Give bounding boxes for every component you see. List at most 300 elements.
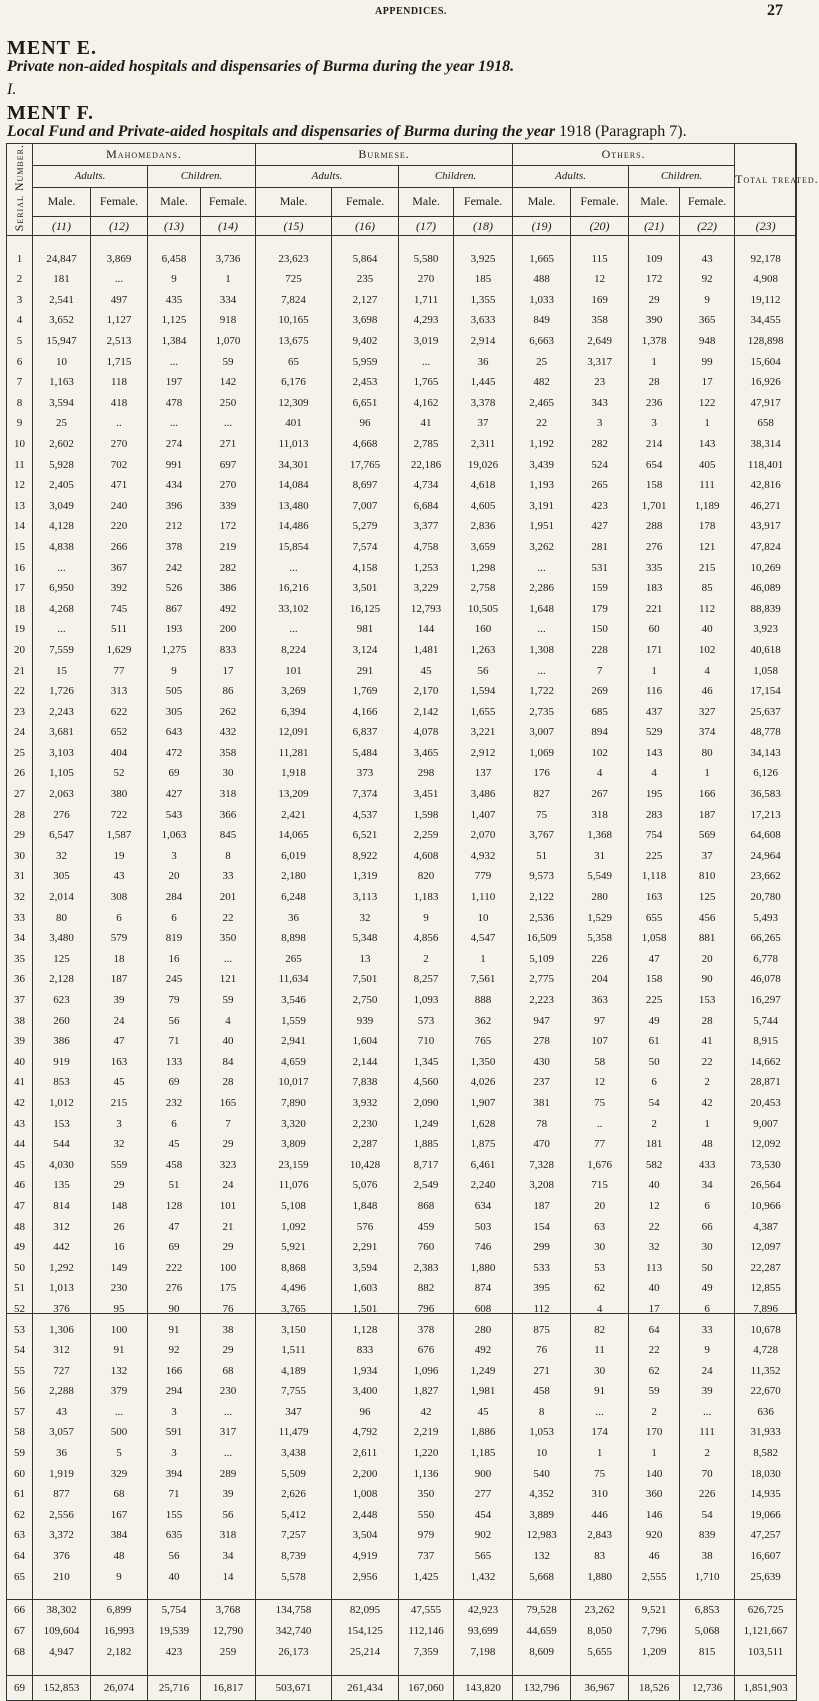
table-cell: 175 bbox=[201, 1278, 256, 1299]
table-cell: 7,198 bbox=[454, 1642, 513, 1663]
table-cell: 1,481 bbox=[399, 640, 454, 661]
table-cell: 64,608 bbox=[735, 825, 797, 846]
table-cell: 16,607 bbox=[735, 1546, 797, 1567]
table-cell: 1 bbox=[680, 413, 735, 434]
table-cell: 42 bbox=[680, 1093, 735, 1114]
column-number: (15) bbox=[256, 216, 332, 236]
table-cell: 148 bbox=[91, 1196, 148, 1217]
table-cell: 2,602 bbox=[33, 434, 91, 455]
table-cell: 193 bbox=[148, 619, 201, 640]
table-cell: 12,309 bbox=[256, 393, 332, 414]
table-cell: 3 bbox=[571, 413, 629, 434]
table-cell: 2,536 bbox=[513, 907, 571, 928]
table-cell: 8,922 bbox=[332, 846, 399, 867]
table-cell: 282 bbox=[571, 434, 629, 455]
serial-number: 5 bbox=[7, 331, 33, 352]
table-cell: 42,923 bbox=[454, 1599, 513, 1621]
table-cell: 2,128 bbox=[33, 969, 91, 990]
table-cell: 14,935 bbox=[735, 1484, 797, 1505]
table-row bbox=[7, 434, 797, 455]
table-cell: 225 bbox=[629, 990, 680, 1011]
table-cell: 278 bbox=[513, 1031, 571, 1052]
table-cell: ... bbox=[256, 619, 332, 640]
table-cell: 5,578 bbox=[256, 1566, 332, 1587]
table-cell: 8,739 bbox=[256, 1546, 332, 1567]
table-cell: 715 bbox=[571, 1175, 629, 1196]
serial-number: 31 bbox=[7, 866, 33, 887]
table-cell: 125 bbox=[680, 887, 735, 908]
table-cell: 3,191 bbox=[513, 495, 571, 516]
table-cell: 7,257 bbox=[256, 1525, 332, 1546]
table-cell: 2,288 bbox=[33, 1381, 91, 1402]
table-cell: 7,824 bbox=[256, 290, 332, 311]
table-cell: 1,189 bbox=[680, 495, 735, 516]
table-cell: 77 bbox=[571, 1134, 629, 1155]
table-cell: 7 bbox=[201, 1113, 256, 1134]
table-cell: 381 bbox=[513, 1093, 571, 1114]
table-cell: 11,352 bbox=[735, 1360, 797, 1381]
table-cell: 339 bbox=[201, 495, 256, 516]
serial-number: 3 bbox=[7, 290, 33, 311]
table-cell: 11,013 bbox=[256, 434, 332, 455]
table-cell: 270 bbox=[201, 475, 256, 496]
table-cell: 47 bbox=[148, 1216, 201, 1237]
table-cell: 1,263 bbox=[454, 640, 513, 661]
table-cell: 143 bbox=[629, 743, 680, 764]
table-cell: 4,158 bbox=[332, 557, 399, 578]
table-cell: 92 bbox=[148, 1340, 201, 1361]
table-cell: ... bbox=[148, 351, 201, 372]
table-cell: 2,785 bbox=[399, 434, 454, 455]
table-cell: 236 bbox=[629, 393, 680, 414]
table-cell: 544 bbox=[33, 1134, 91, 1155]
table-cell: 23,262 bbox=[571, 1599, 629, 1621]
table-cell: 478 bbox=[148, 393, 201, 414]
table-cell: 9,521 bbox=[629, 1599, 680, 1621]
table-row bbox=[7, 1113, 797, 1134]
table-cell: 133 bbox=[148, 1052, 201, 1073]
table-cell: 65 bbox=[256, 351, 332, 372]
table-cell: 3,923 bbox=[735, 619, 797, 640]
serial-number: 34 bbox=[7, 928, 33, 949]
table-cell: 3,659 bbox=[454, 537, 513, 558]
table-cell: 1,701 bbox=[629, 495, 680, 516]
table-cell: 284 bbox=[148, 887, 201, 908]
table-cell: 56 bbox=[201, 1505, 256, 1526]
table-cell: 9 bbox=[680, 290, 735, 311]
table-cell: 1,676 bbox=[571, 1154, 629, 1175]
table-cell: 30 bbox=[680, 1237, 735, 1258]
table-row bbox=[7, 640, 797, 661]
table-cell: 4,030 bbox=[33, 1154, 91, 1175]
serial-number: 9 bbox=[7, 413, 33, 434]
table-cell: 458 bbox=[513, 1381, 571, 1402]
table-cell: 981 bbox=[332, 619, 399, 640]
table-cell: 181 bbox=[629, 1134, 680, 1155]
table-cell: 100 bbox=[91, 1319, 148, 1340]
table-cell: 4,026 bbox=[454, 1072, 513, 1093]
table-row bbox=[7, 269, 797, 290]
table-cell: 384 bbox=[91, 1525, 148, 1546]
table-cell: 3,767 bbox=[513, 825, 571, 846]
table-cell: 1,096 bbox=[399, 1360, 454, 1381]
table-cell: 8,224 bbox=[256, 640, 332, 661]
sex-header: Female. bbox=[680, 187, 735, 216]
table-cell: 3,007 bbox=[513, 722, 571, 743]
table-cell: 2,611 bbox=[332, 1443, 399, 1464]
table-cell: 543 bbox=[148, 804, 201, 825]
table-cell: 128 bbox=[148, 1196, 201, 1217]
table-cell: 23,159 bbox=[256, 1154, 332, 1175]
table-cell: 39 bbox=[201, 1484, 256, 1505]
table-cell: 8,915 bbox=[735, 1031, 797, 1052]
table-cell: 220 bbox=[91, 516, 148, 537]
table-cell: 1,951 bbox=[513, 516, 571, 537]
table-cell: 59 bbox=[201, 351, 256, 372]
table-cell: 8,582 bbox=[735, 1443, 797, 1464]
table-cell: 271 bbox=[201, 434, 256, 455]
table-row bbox=[7, 928, 797, 949]
table-cell: 877 bbox=[33, 1484, 91, 1505]
table-cell: 1,350 bbox=[454, 1052, 513, 1073]
column-number: (20) bbox=[571, 216, 629, 236]
table-cell: 5,358 bbox=[571, 928, 629, 949]
statement-f-title-plain: 1918 (Paragraph 7). bbox=[555, 123, 687, 140]
table-cell: 3,451 bbox=[399, 784, 454, 805]
table-cell: 2,090 bbox=[399, 1093, 454, 1114]
table-cell: 20,453 bbox=[735, 1093, 797, 1114]
table-cell: 503 bbox=[454, 1216, 513, 1237]
table-cell: 8,050 bbox=[571, 1621, 629, 1642]
table-row bbox=[7, 907, 797, 928]
table-cell: 849 bbox=[513, 310, 571, 331]
table-cell: 12,790 bbox=[201, 1621, 256, 1642]
table-cell: 2,240 bbox=[454, 1175, 513, 1196]
table-cell: 576 bbox=[332, 1216, 399, 1237]
table-row bbox=[7, 1299, 797, 1320]
table-cell: 725 bbox=[256, 269, 332, 290]
table-cell: 4,856 bbox=[399, 928, 454, 949]
table-cell: 2,180 bbox=[256, 866, 332, 887]
table-cell: 5,754 bbox=[148, 1599, 201, 1621]
table-cell: 6 bbox=[91, 907, 148, 928]
table-cell: 7,501 bbox=[332, 969, 399, 990]
table-cell: 17,765 bbox=[332, 454, 399, 475]
table-cell: 2 bbox=[629, 1113, 680, 1134]
table-cell: 6,853 bbox=[680, 1599, 735, 1621]
table-cell: 167,060 bbox=[399, 1675, 454, 1700]
table-cell: 1,629 bbox=[91, 640, 148, 661]
table-cell: 394 bbox=[148, 1463, 201, 1484]
table-cell: 427 bbox=[148, 784, 201, 805]
table-cell: 153 bbox=[33, 1113, 91, 1134]
table-cell: 948 bbox=[680, 331, 735, 352]
table-cell: ... bbox=[91, 269, 148, 290]
table-cell: 59 bbox=[201, 990, 256, 1011]
table-cell: 187 bbox=[680, 804, 735, 825]
table-cell: 1 bbox=[680, 763, 735, 784]
table-cell: 1,125 bbox=[148, 310, 201, 331]
table-cell: 183 bbox=[629, 578, 680, 599]
table-cell: 219 bbox=[201, 537, 256, 558]
table-cell: 21 bbox=[201, 1216, 256, 1237]
serial-number: 23 bbox=[7, 701, 33, 722]
table-cell: 171 bbox=[629, 640, 680, 661]
table-cell: 12,097 bbox=[735, 1237, 797, 1258]
table-cell: 109 bbox=[629, 248, 680, 269]
table-cell: 85 bbox=[680, 578, 735, 599]
table-cell: 6,950 bbox=[33, 578, 91, 599]
table-cell: 318 bbox=[571, 804, 629, 825]
table-cell: 24,847 bbox=[33, 248, 91, 269]
table-cell: 6,461 bbox=[454, 1154, 513, 1175]
table-cell: 573 bbox=[399, 1010, 454, 1031]
table-cell: 3,019 bbox=[399, 331, 454, 352]
table-cell: 235 bbox=[332, 269, 399, 290]
table-cell: 819 bbox=[148, 928, 201, 949]
table-cell: 288 bbox=[629, 516, 680, 537]
table-cell: 266 bbox=[91, 537, 148, 558]
table-cell: 4,547 bbox=[454, 928, 513, 949]
table-cell: 47 bbox=[629, 949, 680, 970]
table-cell: 11 bbox=[571, 1340, 629, 1361]
table-row bbox=[7, 949, 797, 970]
statement-e-footnote: I. bbox=[7, 81, 17, 98]
table-cell: 17,213 bbox=[735, 804, 797, 825]
table-cell: 540 bbox=[513, 1463, 571, 1484]
table-cell: 565 bbox=[454, 1546, 513, 1567]
table-cell: 9,573 bbox=[513, 866, 571, 887]
table-cell: 7,007 bbox=[332, 495, 399, 516]
table-cell: 2 bbox=[399, 949, 454, 970]
table-cell: 95 bbox=[91, 1299, 148, 1320]
table-cell: 1,425 bbox=[399, 1566, 454, 1587]
table-cell: 2,014 bbox=[33, 887, 91, 908]
table-cell: 23,623 bbox=[256, 248, 332, 269]
table-cell: 36 bbox=[454, 351, 513, 372]
table-cell: 2 bbox=[629, 1402, 680, 1423]
table-cell: 2,541 bbox=[33, 290, 91, 311]
serial-number: 13 bbox=[7, 495, 33, 516]
table-cell: 323 bbox=[201, 1154, 256, 1175]
table-cell: 1,886 bbox=[454, 1422, 513, 1443]
serial-number: 42 bbox=[7, 1093, 33, 1114]
serial-number: 11 bbox=[7, 454, 33, 475]
table-cell: 88,839 bbox=[735, 598, 797, 619]
table-cell: 635 bbox=[148, 1525, 201, 1546]
table-cell: 6,899 bbox=[91, 1599, 148, 1621]
table-cell: 13,480 bbox=[256, 495, 332, 516]
table-cell: 230 bbox=[91, 1278, 148, 1299]
table-cell: 313 bbox=[91, 681, 148, 702]
table-cell: 2,070 bbox=[454, 825, 513, 846]
table-cell: 360 bbox=[629, 1484, 680, 1505]
serial-number: 29 bbox=[7, 825, 33, 846]
subgroup-header: Children. bbox=[629, 165, 735, 187]
table-cell: 270 bbox=[91, 434, 148, 455]
table-cell: 3,546 bbox=[256, 990, 332, 1011]
table-cell: 245 bbox=[148, 969, 201, 990]
table-cell: 291 bbox=[332, 660, 399, 681]
table-cell: 298 bbox=[399, 763, 454, 784]
table-cell: 358 bbox=[201, 743, 256, 764]
table-cell: 727 bbox=[33, 1360, 91, 1381]
table-cell: 11,076 bbox=[256, 1175, 332, 1196]
serial-number: 39 bbox=[7, 1031, 33, 1052]
table-cell: 3,465 bbox=[399, 743, 454, 764]
table-cell: 149 bbox=[91, 1257, 148, 1278]
table-row bbox=[7, 557, 797, 578]
table-cell: 875 bbox=[513, 1319, 571, 1340]
table-cell: 559 bbox=[91, 1154, 148, 1175]
table-cell: 38 bbox=[201, 1319, 256, 1340]
table-cell: 2,142 bbox=[399, 701, 454, 722]
table-cell: 34 bbox=[201, 1546, 256, 1567]
table-row bbox=[7, 1319, 797, 1340]
table-cell: 70 bbox=[680, 1463, 735, 1484]
table-cell: 760 bbox=[399, 1237, 454, 1258]
table-cell: 318 bbox=[201, 784, 256, 805]
table-cell: 212 bbox=[148, 516, 201, 537]
table-cell: 4,162 bbox=[399, 393, 454, 414]
table-cell: 3,501 bbox=[332, 578, 399, 599]
table-cell: 350 bbox=[201, 928, 256, 949]
table-cell: 23,662 bbox=[735, 866, 797, 887]
table-cell: 1,559 bbox=[256, 1010, 332, 1031]
serial-number: 24 bbox=[7, 722, 33, 743]
table-cell: 376 bbox=[33, 1546, 91, 1567]
table-cell: 276 bbox=[629, 537, 680, 558]
table-cell: 3,869 bbox=[91, 248, 148, 269]
table-cell: 531 bbox=[571, 557, 629, 578]
table-cell: 373 bbox=[332, 763, 399, 784]
table-cell: 623 bbox=[33, 990, 91, 1011]
table-cell: 107 bbox=[571, 1031, 629, 1052]
table-cell: 342,740 bbox=[256, 1621, 332, 1642]
serial-number: 51 bbox=[7, 1278, 33, 1299]
table-cell: 1,220 bbox=[399, 1443, 454, 1464]
table-cell: 634 bbox=[454, 1196, 513, 1217]
table-cell: 2,465 bbox=[513, 393, 571, 414]
table-cell: 62 bbox=[571, 1278, 629, 1299]
table-cell: 299 bbox=[513, 1237, 571, 1258]
table-cell: 6,651 bbox=[332, 393, 399, 414]
table-cell: 1,185 bbox=[454, 1443, 513, 1464]
table-cell: 305 bbox=[148, 701, 201, 722]
table-cell: 228 bbox=[571, 640, 629, 661]
group-header-mahomedans: Mahomedans. bbox=[33, 144, 256, 166]
table-row bbox=[7, 1052, 797, 1073]
serial-number: 44 bbox=[7, 1134, 33, 1155]
table-cell: ... bbox=[256, 557, 332, 578]
table-cell: 269 bbox=[571, 681, 629, 702]
table-cell: 1,934 bbox=[332, 1360, 399, 1381]
table-cell: 16,993 bbox=[91, 1621, 148, 1642]
table-cell: 6,521 bbox=[332, 825, 399, 846]
table-cell: 26,564 bbox=[735, 1175, 797, 1196]
table-cell: 3,504 bbox=[332, 1525, 399, 1546]
statistics-table bbox=[6, 143, 819, 1701]
table-cell: 1,848 bbox=[332, 1196, 399, 1217]
table-cell: 396 bbox=[148, 495, 201, 516]
table-row bbox=[7, 1566, 797, 1587]
table-cell: 3,057 bbox=[33, 1422, 91, 1443]
table-cell: 43,917 bbox=[735, 516, 797, 537]
table-cell: 3,925 bbox=[454, 248, 513, 269]
table-cell: 265 bbox=[571, 475, 629, 496]
statement-f-title-italic: Local Fund and Private-aided hospitals and dispensaries of Burma during the year bbox=[7, 123, 556, 140]
table-cell: 38,314 bbox=[735, 434, 797, 455]
table-cell: 745 bbox=[91, 598, 148, 619]
table-cell: 86 bbox=[201, 681, 256, 702]
table-cell: 79,528 bbox=[513, 1599, 571, 1621]
table-cell: 4 bbox=[201, 1010, 256, 1031]
table-cell: 6,394 bbox=[256, 701, 332, 722]
table-cell: 652 bbox=[91, 722, 148, 743]
table-cell: 820 bbox=[399, 866, 454, 887]
table-row bbox=[7, 1621, 797, 1642]
table-row bbox=[7, 1031, 797, 1052]
table-cell: 3,652 bbox=[33, 310, 91, 331]
table-cell: ... bbox=[201, 413, 256, 434]
table-cell: 9 bbox=[148, 660, 201, 681]
table-cell: 12,855 bbox=[735, 1278, 797, 1299]
table-cell: 230 bbox=[201, 1381, 256, 1402]
table-cell: 2,843 bbox=[571, 1525, 629, 1546]
statement-e-heading: MENT E. bbox=[7, 37, 97, 59]
table-cell: 19,066 bbox=[735, 1505, 797, 1526]
serial-number: 58 bbox=[7, 1422, 33, 1443]
table-cell: 796 bbox=[399, 1299, 454, 1320]
serial-number: 64 bbox=[7, 1546, 33, 1567]
table-cell: 511 bbox=[91, 619, 148, 640]
serial-number: 25 bbox=[7, 743, 33, 764]
table-row bbox=[7, 1010, 797, 1031]
table-cell: 289 bbox=[201, 1463, 256, 1484]
table-cell: 310 bbox=[571, 1484, 629, 1505]
table-cell: 1,603 bbox=[332, 1278, 399, 1299]
table-cell: 118,401 bbox=[735, 454, 797, 475]
table-cell: 363 bbox=[571, 990, 629, 1011]
table-cell: 4,668 bbox=[332, 434, 399, 455]
table-cell: 90 bbox=[148, 1299, 201, 1320]
table-cell: 853 bbox=[33, 1072, 91, 1093]
table-cell: 91 bbox=[148, 1319, 201, 1340]
table-cell: 5,108 bbox=[256, 1196, 332, 1217]
table-cell: 1,765 bbox=[399, 372, 454, 393]
table-cell: 215 bbox=[91, 1093, 148, 1114]
table-cell: 25,214 bbox=[332, 1642, 399, 1663]
table-cell: 41 bbox=[680, 1031, 735, 1052]
table-cell: 2,775 bbox=[513, 969, 571, 990]
table-cell: 1,092 bbox=[256, 1216, 332, 1237]
table-cell: 75 bbox=[571, 1463, 629, 1484]
table-cell: 343 bbox=[571, 393, 629, 414]
table-cell: 503,671 bbox=[256, 1675, 332, 1700]
table-cell: 49 bbox=[680, 1278, 735, 1299]
table-cell: 390 bbox=[629, 310, 680, 331]
table-cell: 270 bbox=[399, 269, 454, 290]
table-cell: 433 bbox=[680, 1154, 735, 1175]
table-cell: 401 bbox=[256, 413, 332, 434]
table-cell: 327 bbox=[680, 701, 735, 722]
table-cell: 37 bbox=[680, 846, 735, 867]
table-cell: 20 bbox=[571, 1196, 629, 1217]
table-cell: 710 bbox=[399, 1031, 454, 1052]
table-cell: 654 bbox=[629, 454, 680, 475]
table-cell: 1,715 bbox=[91, 351, 148, 372]
table-cell: 16,125 bbox=[332, 598, 399, 619]
